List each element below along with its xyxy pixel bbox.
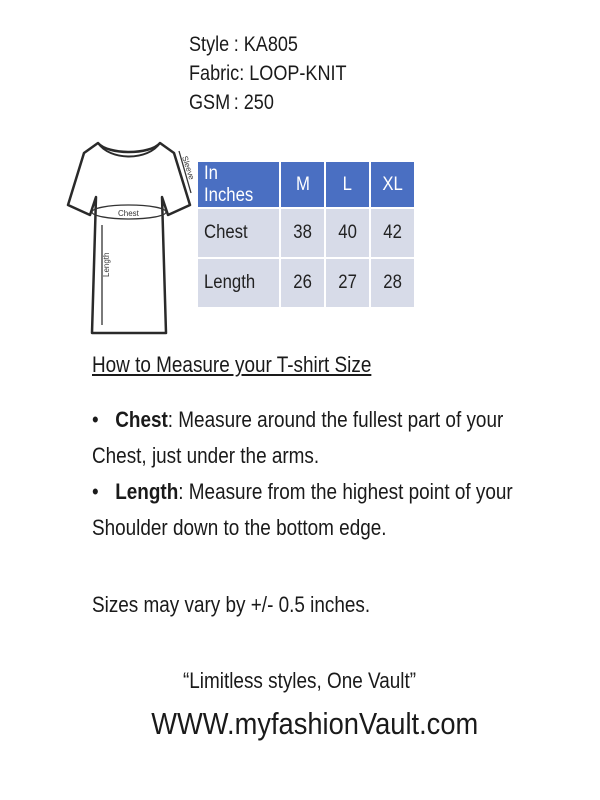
tshirt-diagram bbox=[60, 135, 200, 347]
tagline-text: “Limitless styles, One Vault” bbox=[183, 668, 417, 693]
tshirt-outline bbox=[68, 143, 190, 333]
value-cell: 28 bbox=[371, 259, 414, 307]
chest-label: Chest bbox=[118, 209, 139, 218]
size-variance-note: Sizes may vary by +/- 0.5 inches. bbox=[92, 592, 371, 617]
header-cell-unit: In Inches bbox=[198, 162, 279, 207]
length-label: Length bbox=[102, 252, 111, 277]
value-cell: 42 bbox=[371, 209, 414, 257]
brand-tagline bbox=[0, 668, 600, 694]
size-chart-table bbox=[196, 160, 416, 309]
spec-value: : KA805 bbox=[233, 33, 298, 56]
spec-value: : LOOP-KNIT bbox=[239, 62, 347, 85]
bullet-term: Chest bbox=[115, 407, 168, 432]
row-label-cell: Length bbox=[198, 259, 279, 307]
bullet-chest bbox=[92, 402, 539, 438]
product-specs bbox=[189, 30, 347, 117]
bullet-term: Length bbox=[115, 479, 179, 504]
bullet-length bbox=[92, 474, 539, 510]
header-cell-size: XL bbox=[371, 162, 414, 207]
spec-value: : 250 bbox=[233, 91, 274, 114]
website-text: WWW.myfashionVault.com bbox=[151, 706, 479, 741]
bullet-text: : Measure from the highest point of your bbox=[178, 479, 513, 504]
spec-style bbox=[189, 30, 347, 59]
bullet-chest-continued: Chest, just under the arms. bbox=[92, 443, 320, 468]
bullet-dot: • bbox=[92, 407, 99, 432]
header-cell-size: L bbox=[326, 162, 369, 207]
table-row bbox=[198, 209, 414, 257]
spec-label: Style bbox=[189, 33, 230, 56]
website-url bbox=[0, 706, 600, 742]
spec-label: GSM bbox=[189, 91, 231, 114]
sleeve-label: Sleeve bbox=[180, 154, 197, 181]
row-label-cell: Chest bbox=[198, 209, 279, 257]
value-cell: 26 bbox=[281, 259, 324, 307]
spec-fabric bbox=[189, 59, 347, 88]
spec-label: Fabric bbox=[189, 62, 240, 85]
spec-gsm bbox=[189, 88, 347, 117]
value-cell: 40 bbox=[326, 209, 369, 257]
value-cell: 38 bbox=[281, 209, 324, 257]
header-cell-size: M bbox=[281, 162, 324, 207]
bullet-dot: • bbox=[92, 479, 99, 504]
value-cell: 27 bbox=[326, 259, 369, 307]
measure-heading: How to Measure your T-shirt Size bbox=[92, 352, 372, 377]
bullet-text: : Measure around the fullest part of your bbox=[167, 407, 504, 432]
table-header-row bbox=[198, 162, 414, 207]
bullet-length-continued: Shoulder down to the bottom edge. bbox=[92, 515, 387, 540]
measure-instructions bbox=[92, 402, 539, 546]
table-row bbox=[198, 259, 414, 307]
